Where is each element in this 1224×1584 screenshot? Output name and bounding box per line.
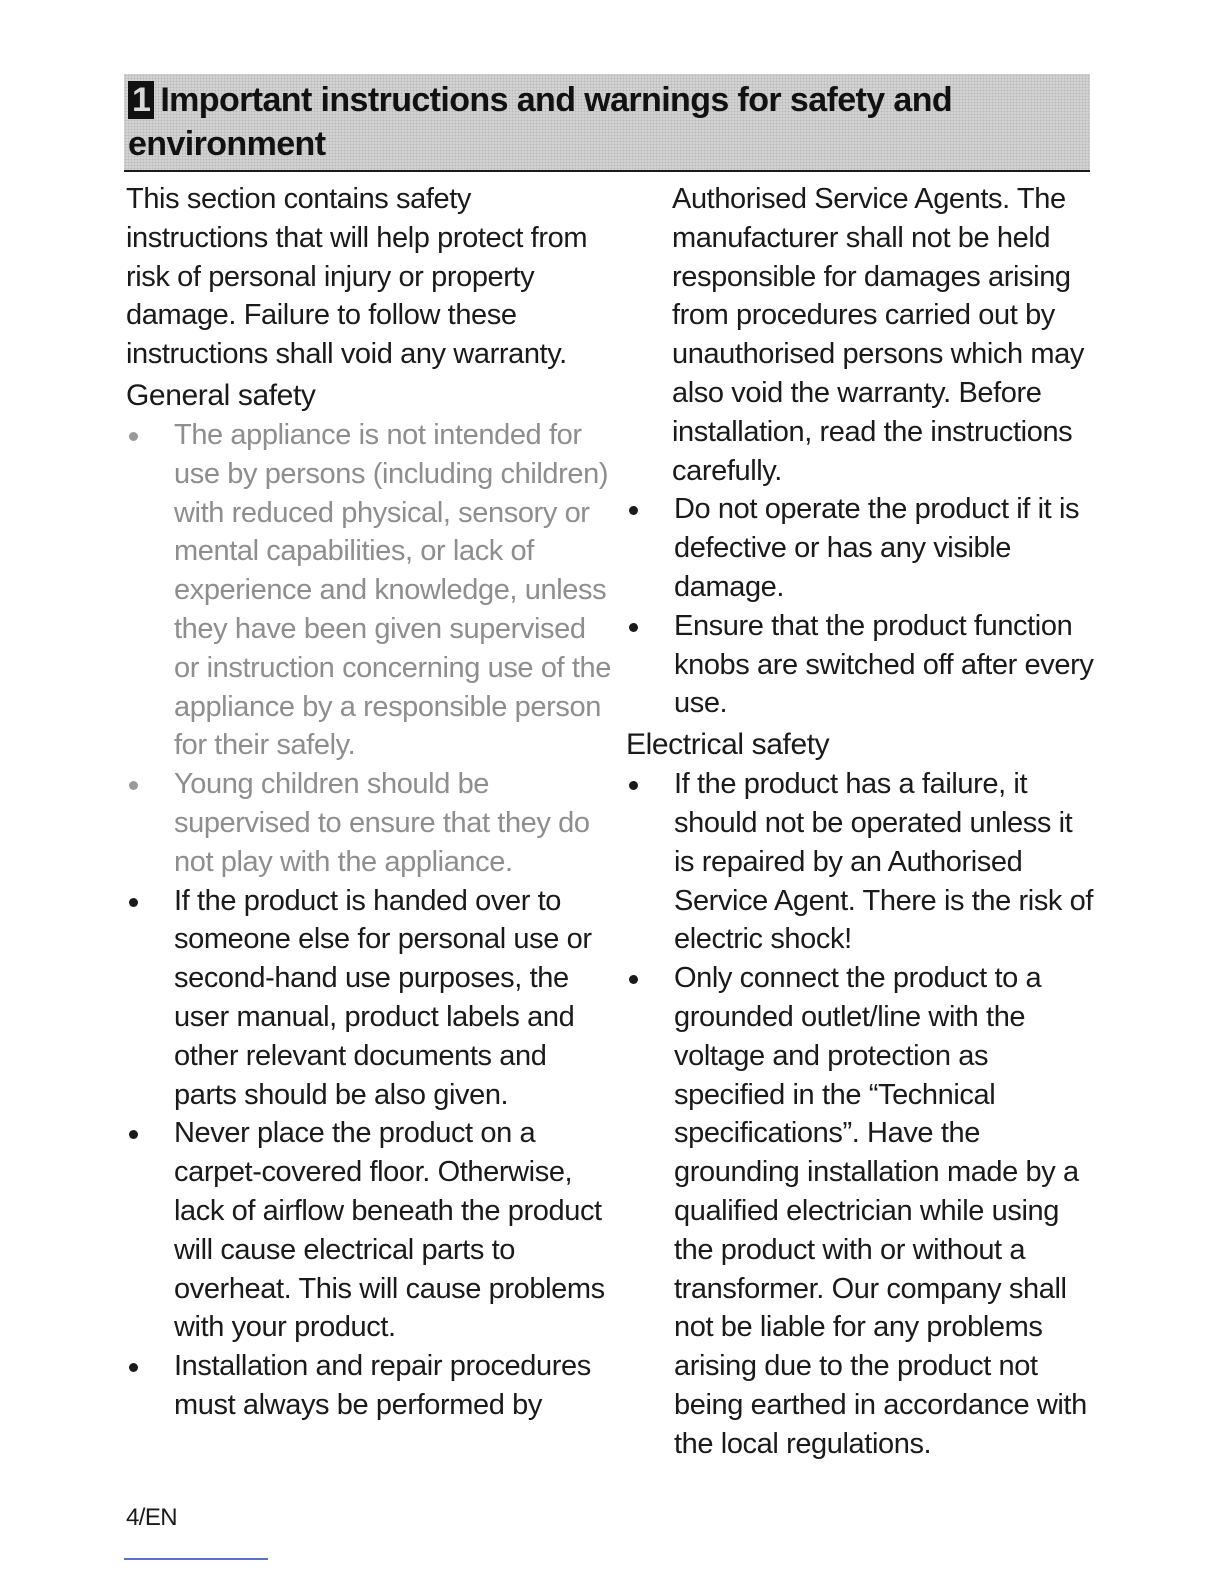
bullet-item: If the product has a failure, it should not be operated unless it is repaired by an Authorised Service Agent. There is the risk of electric shock! xyxy=(626,765,1096,959)
general-safety-list xyxy=(126,416,612,1425)
electrical-safety-heading: Electrical safety xyxy=(626,728,830,762)
left-column xyxy=(126,180,612,1425)
general-safety-list-continued xyxy=(626,490,1096,723)
bullet-item: The appliance is not intended for use by persons (including children) with reduced physical, sensory or mental capabilities, or lack of experience and knowledge, unless they have been given supervised or instruction concerning use of the appliance by a responsible person for their safely. xyxy=(126,416,612,765)
bullet-item: Never place the product on a carpet-covered floor. Otherwise, lack of airflow beneath the product will cause electrical parts to overheat. This will cause problems with your product. xyxy=(126,1114,612,1347)
section-title: Important instructions and warnings for safety and environment xyxy=(128,81,953,163)
section-number-badge: 1 xyxy=(128,81,154,119)
bullet-item: Only connect the product to a grounded outlet/line with the voltage and protection as specified in the “Technical specifications”. Have the grounding installation made by a qualified electrician while using the product with or without a transformer. Our company shall not be liable for any problems arising due to the product not being earthed in accordance with the local regulations. xyxy=(626,959,1096,1463)
right-column xyxy=(626,180,1096,1464)
page-number: 4/EN xyxy=(126,1504,177,1531)
bullet-item: Do not operate the product if it is defective or has any visible damage. xyxy=(626,490,1096,606)
intro-paragraph: This section contains safety instructions that will help protect from risk of personal injury or property damage. Failure to follow these instructions shall void any warranty. xyxy=(126,183,588,371)
section-heading-band xyxy=(124,74,1090,172)
bullet-item: Installation and repair procedures must always be performed by xyxy=(126,1347,612,1425)
general-safety-heading: General safety xyxy=(126,378,316,412)
bullet-item: Ensure that the product function knobs are switched off after every use. xyxy=(626,607,1096,723)
footer-rule xyxy=(124,1558,268,1560)
section-heading xyxy=(128,78,1008,166)
bullet-item: If the product is handed over to someone else for personal use or second-hand use purposes, the user manual, product labels and other relevant documents and parts should be also given. xyxy=(126,882,612,1115)
electrical-safety-list xyxy=(626,765,1096,1463)
bullet-continuation: Authorised Service Agents. The manufacturer shall not be held responsible for damages arising from procedures carried out by unauthorised persons which may also void the warranty. Before installation, read the instructions carefully. xyxy=(672,183,1084,487)
bullet-item: Young children should be supervised to ensure that they do not play with the appliance. xyxy=(126,765,612,881)
